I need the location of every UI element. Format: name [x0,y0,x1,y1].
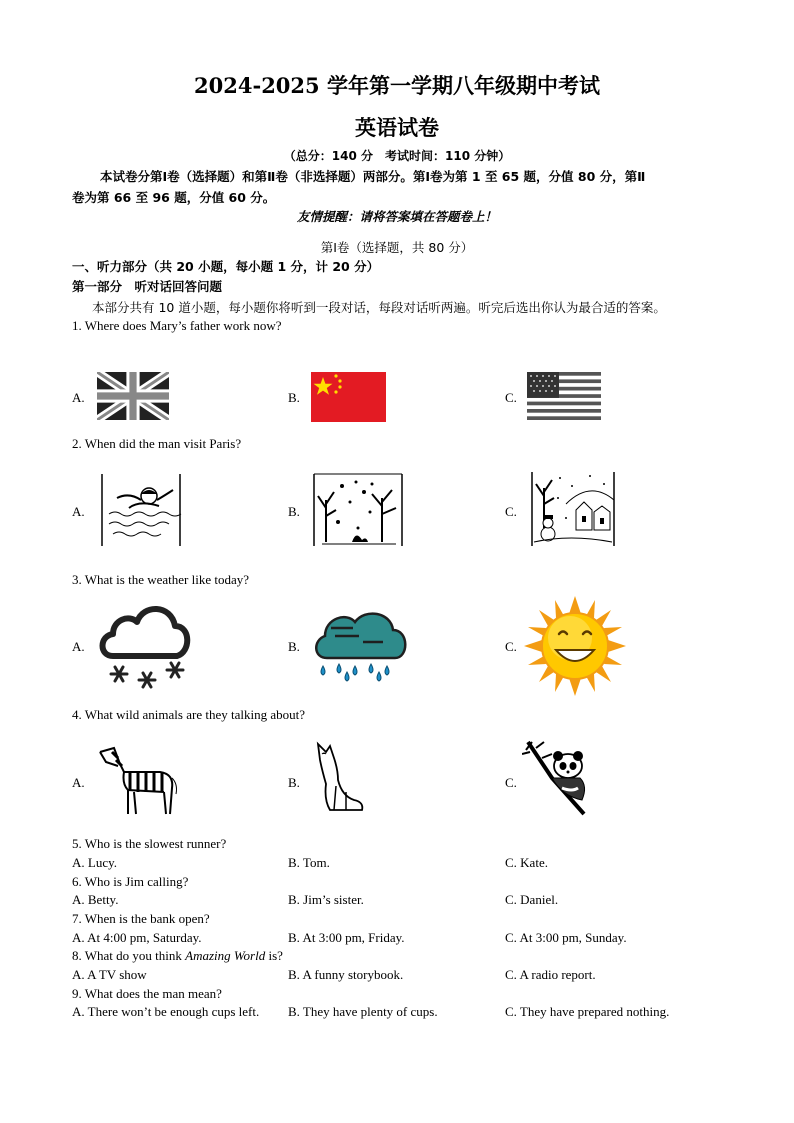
option-letter: C. [505,639,517,654]
question-8-text: 8. What do you think [72,948,186,963]
exam-tip: 友情提醒：请将答案填在答题卷上！ [296,209,497,224]
exam-intro [72,166,722,208]
part-heading: 第Ⅰ卷（选择题，共 80 分） [320,240,474,255]
option-a: A. There won’t be enough cups left. [72,1004,260,1019]
exam-meta: （总分：140 分 考试时间：110 分钟） [283,149,511,163]
option-letter: A. [72,639,85,654]
intro-line-1: 本试卷分第Ⅰ卷（选择题）和第Ⅱ卷（非选择题）两部分。第Ⅰ卷为第 1 至 65 题，分值 80 分，第Ⅱ [100,169,646,184]
question-8-end: is? [265,948,283,963]
option-b: B. They have plenty of cups. [288,1004,438,1019]
question-7: 7. When is the bank open? [72,911,210,926]
question-8-title: Amazing World [185,948,266,963]
option-a: A. Betty. [72,892,119,907]
option-c: C. At 3:00 pm, Sunday. [505,930,627,945]
option-c: C. They have prepared nothing. [505,1004,670,1019]
panda-icon [522,738,594,818]
option-a: A. A TV show [72,967,147,982]
option-b: B. A funny storybook. [288,967,404,982]
wolf-icon [312,740,368,814]
winter-snowman-icon [530,470,616,548]
question-5: 5. Who is the slowest runner? [72,836,227,851]
option-letter: A. [72,504,85,519]
rain-cloud-icon [313,606,409,684]
option-letter: C. [505,775,517,790]
zebra-icon [94,744,180,818]
option-letter: A. [72,775,85,790]
option-letter: B. [288,504,300,519]
question-2: 2. When did the man visit Paris? [72,436,242,451]
option-c: C. Kate. [505,855,548,870]
option-a: A. At 4:00 pm, Saturday. [72,930,202,945]
exam-subtitle: 英语试卷 [355,115,439,140]
option-letter: B. [288,639,300,654]
exam-title: 2024-2025 学年第一学期八年级期中考试 [194,73,600,98]
uk-flag-icon [97,372,169,420]
option-b: B. Jim’s sister. [288,892,364,907]
intro-line-2: 卷为第 66 至 96 题，分值 60 分。 [72,190,276,205]
section-heading: 一、听力部分（共 20 小题，每小题 1 分，计 20 分） [72,259,380,274]
option-b: B. Tom. [288,855,330,870]
option-letter: A. [72,390,85,405]
option-c: C. A radio report. [505,967,596,982]
snow-cloud-icon [97,600,193,690]
option-letter: C. [505,504,517,519]
summer-swimming-icon [99,472,183,548]
question-3: 3. What is the weather like today? [72,572,250,587]
option-letter: B. [288,775,300,790]
autumn-trees-icon [312,472,404,548]
subsection-heading: 第一部分 听对话回答问题 [72,279,223,294]
option-letter: C. [505,390,517,405]
section-instructions: 本部分共有 10 道小题，每小题你将听到一段对话，每段对话听两遍。听完后选出你认为最合适的答案。 [92,300,666,315]
option-c: C. Daniel. [505,892,559,907]
question-4: 4. What wild animals are they talking about? [72,707,305,722]
option-letter: B. [288,390,300,405]
question-8 [72,948,283,964]
option-b: B. At 3:00 pm, Friday. [288,930,405,945]
usa-flag-icon [527,372,601,420]
china-flag-icon [311,372,386,422]
question-9: 9. What does the man mean? [72,986,222,1001]
question-1: 1. Where does Mary’s father work now? [72,318,282,333]
option-a: A. Lucy. [72,855,118,870]
sun-icon [524,596,626,696]
question-6: 6. Who is Jim calling? [72,874,189,889]
